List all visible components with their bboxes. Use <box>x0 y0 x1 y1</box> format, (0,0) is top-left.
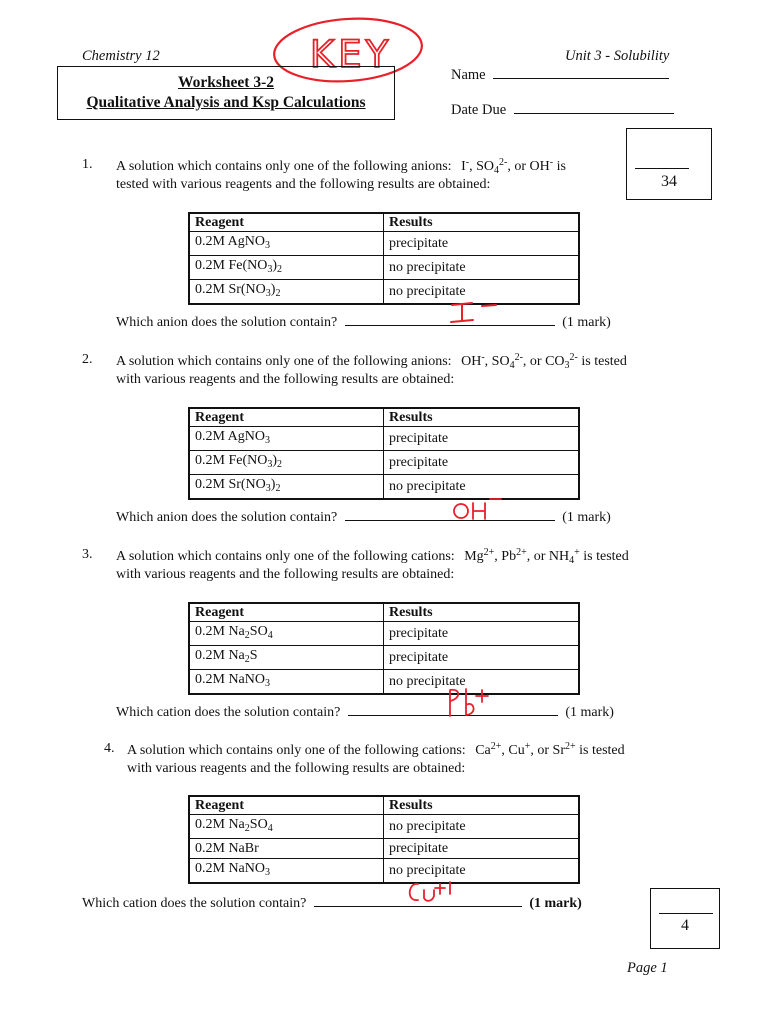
question-3-marks: (1 mark) <box>565 705 614 720</box>
table-header-row <box>189 796 579 815</box>
question-3-line1 <box>116 547 629 566</box>
reagent-cell: 0.2M $Sr(NO_3)_2$ <box>189 475 384 500</box>
score-divider <box>659 913 713 914</box>
table-row <box>189 646 579 670</box>
result-cell: precipitate <box>384 646 580 670</box>
table-row <box>189 622 579 646</box>
score-subtotal: 4 <box>681 917 689 934</box>
table-row <box>189 475 579 500</box>
question-2-prompt <box>116 508 611 526</box>
results-table-3 <box>188 602 580 695</box>
header-reagent: Reagent <box>189 213 384 232</box>
question-4-line1 <box>127 741 625 759</box>
question-2-marks: (1 mark) <box>562 510 611 525</box>
reagent-cell: 0.2M $Na_2SO_4$ <box>189 815 384 839</box>
reagent-cell: 0.2M NaNO$_3$ <box>189 859 384 884</box>
results-table-2 <box>188 407 580 500</box>
reagent-cell: 0.2M $Fe(NO_3)_2$ <box>189 451 384 475</box>
date-due-blank[interactable] <box>514 101 674 114</box>
reagent-cell: 0.2M AgNO$_3$ <box>189 232 384 256</box>
score-total: 34 <box>661 173 677 190</box>
name-field[interactable] <box>451 66 669 84</box>
reagent-cell: 0.2M NaNO$_3$ <box>189 670 384 695</box>
question-2-ions: OH-, $SO_4^{2-}$, or $CO_3^{2-}$ is tested <box>461 352 627 371</box>
header-results: Results <box>384 408 580 427</box>
page-number: Page 1 <box>627 960 668 976</box>
reagent-cell: 0.2M $Sr(NO_3)_2$ <box>189 280 384 305</box>
svg-text:KEY: KEY <box>310 33 393 76</box>
date-due-field[interactable] <box>451 101 674 119</box>
question-1-line1 <box>116 157 566 176</box>
score-box-subtotal <box>650 888 720 949</box>
question-4-prompt-text: Which cation does the solution contain? <box>82 896 307 911</box>
result-cell: no precipitate <box>384 280 580 305</box>
question-2-prompt-text: Which anion does the solution contain? <box>116 510 338 525</box>
question-4-ions: $Ca^{2+}$, Cu+, or $Sr^{2+}$ is tested <box>475 741 625 758</box>
result-cell: precipitate <box>384 232 580 256</box>
header-results: Results <box>384 213 580 232</box>
worksheet-title: Worksheet 3-2 <box>177 74 274 91</box>
question-4-marks: (1 mark) <box>529 896 582 911</box>
reagent-cell: 0.2M $Fe(NO_3)_2$ <box>189 256 384 280</box>
table-row <box>189 839 579 859</box>
table-row <box>189 280 579 305</box>
question-3-prompt <box>116 703 614 721</box>
result-cell: no precipitate <box>384 670 580 695</box>
reagent-cell: 0.2M NaBr <box>189 839 384 859</box>
question-2-line2: with various reagents and the following results are obtained: <box>116 372 455 387</box>
header-reagent: Reagent <box>189 408 384 427</box>
table-row <box>189 815 579 839</box>
result-cell: no precipitate <box>384 859 580 884</box>
course-label: Chemistry 12 <box>82 48 160 64</box>
question-2-line1 <box>116 352 627 371</box>
result-cell: no precipitate <box>384 256 580 280</box>
question-1-text: A solution which contains only one of the following anions: <box>116 159 452 174</box>
handwritten-answer-2 <box>450 494 506 524</box>
question-1-prompt <box>116 313 611 331</box>
table-header-row <box>189 603 579 622</box>
name-label: Name <box>451 67 486 83</box>
header-reagent: Reagent <box>189 603 384 622</box>
header-results: Results <box>384 796 580 815</box>
question-4-number: 4. <box>104 741 115 756</box>
result-cell: precipitate <box>384 427 580 451</box>
result-cell: precipitate <box>384 839 580 859</box>
table-row <box>189 232 579 256</box>
table-row <box>189 427 579 451</box>
score-divider <box>635 168 689 169</box>
table-row <box>189 859 579 884</box>
reagent-cell: 0.2M $Na_2SO_4$ <box>189 622 384 646</box>
question-1-line2: tested with various reagents and the following results are obtained: <box>116 177 491 192</box>
result-cell: no precipitate <box>384 475 580 500</box>
question-2-number: 2. <box>82 352 93 367</box>
result-cell: precipitate <box>384 622 580 646</box>
header-results: Results <box>384 603 580 622</box>
question-1-ions: I-, $SO_4^{2-}$, or OH- is <box>461 157 566 176</box>
result-cell: no precipitate <box>384 815 580 839</box>
question-2-text: A solution which contains only one of the following anions: <box>116 354 452 369</box>
header-reagent: Reagent <box>189 796 384 815</box>
worksheet-title-box <box>57 66 395 120</box>
question-3-prompt-text: Which cation does the solution contain? <box>116 705 341 720</box>
table-row <box>189 670 579 695</box>
table-header-row <box>189 408 579 427</box>
reagent-cell: 0.2M $Na_2S$ <box>189 646 384 670</box>
results-table-4 <box>188 795 580 884</box>
worksheet-subtitle: Qualitative Analysis and Ksp Calculations <box>86 94 366 111</box>
question-4-prompt <box>82 894 582 912</box>
question-3-number: 3. <box>82 547 93 562</box>
handwritten-answer-4 <box>402 876 458 908</box>
date-due-label: Date Due <box>451 102 507 118</box>
question-1-prompt-text: Which anion does the solution contain? <box>116 315 338 330</box>
table-row <box>189 451 579 475</box>
table-header-row <box>189 213 579 232</box>
name-blank[interactable] <box>493 66 669 79</box>
question-1-marks: (1 mark) <box>562 315 611 330</box>
question-3-ions: $Mg^{2+}$, $Pb^{2+}$, or $NH_4^+$ is tested <box>464 547 629 566</box>
result-cell: precipitate <box>384 451 580 475</box>
results-table-1 <box>188 212 580 305</box>
question-1-number: 1. <box>82 157 93 172</box>
reagent-cell: 0.2M AgNO$_3$ <box>189 427 384 451</box>
question-3-line2: with various reagents and the following results are obtained: <box>116 567 455 582</box>
handwritten-answer-1 <box>446 297 502 327</box>
question-4-text: A solution which contains only one of the following cations: <box>127 743 466 758</box>
table-row <box>189 256 579 280</box>
question-4-line2: with various reagents and the following results are obtained: <box>127 761 466 776</box>
unit-label: Unit 3 - Solubility <box>565 48 670 64</box>
question-3-text: A solution which contains only one of the following cations: <box>116 549 455 564</box>
score-box-total <box>626 128 712 200</box>
handwritten-answer-3 <box>444 684 494 720</box>
